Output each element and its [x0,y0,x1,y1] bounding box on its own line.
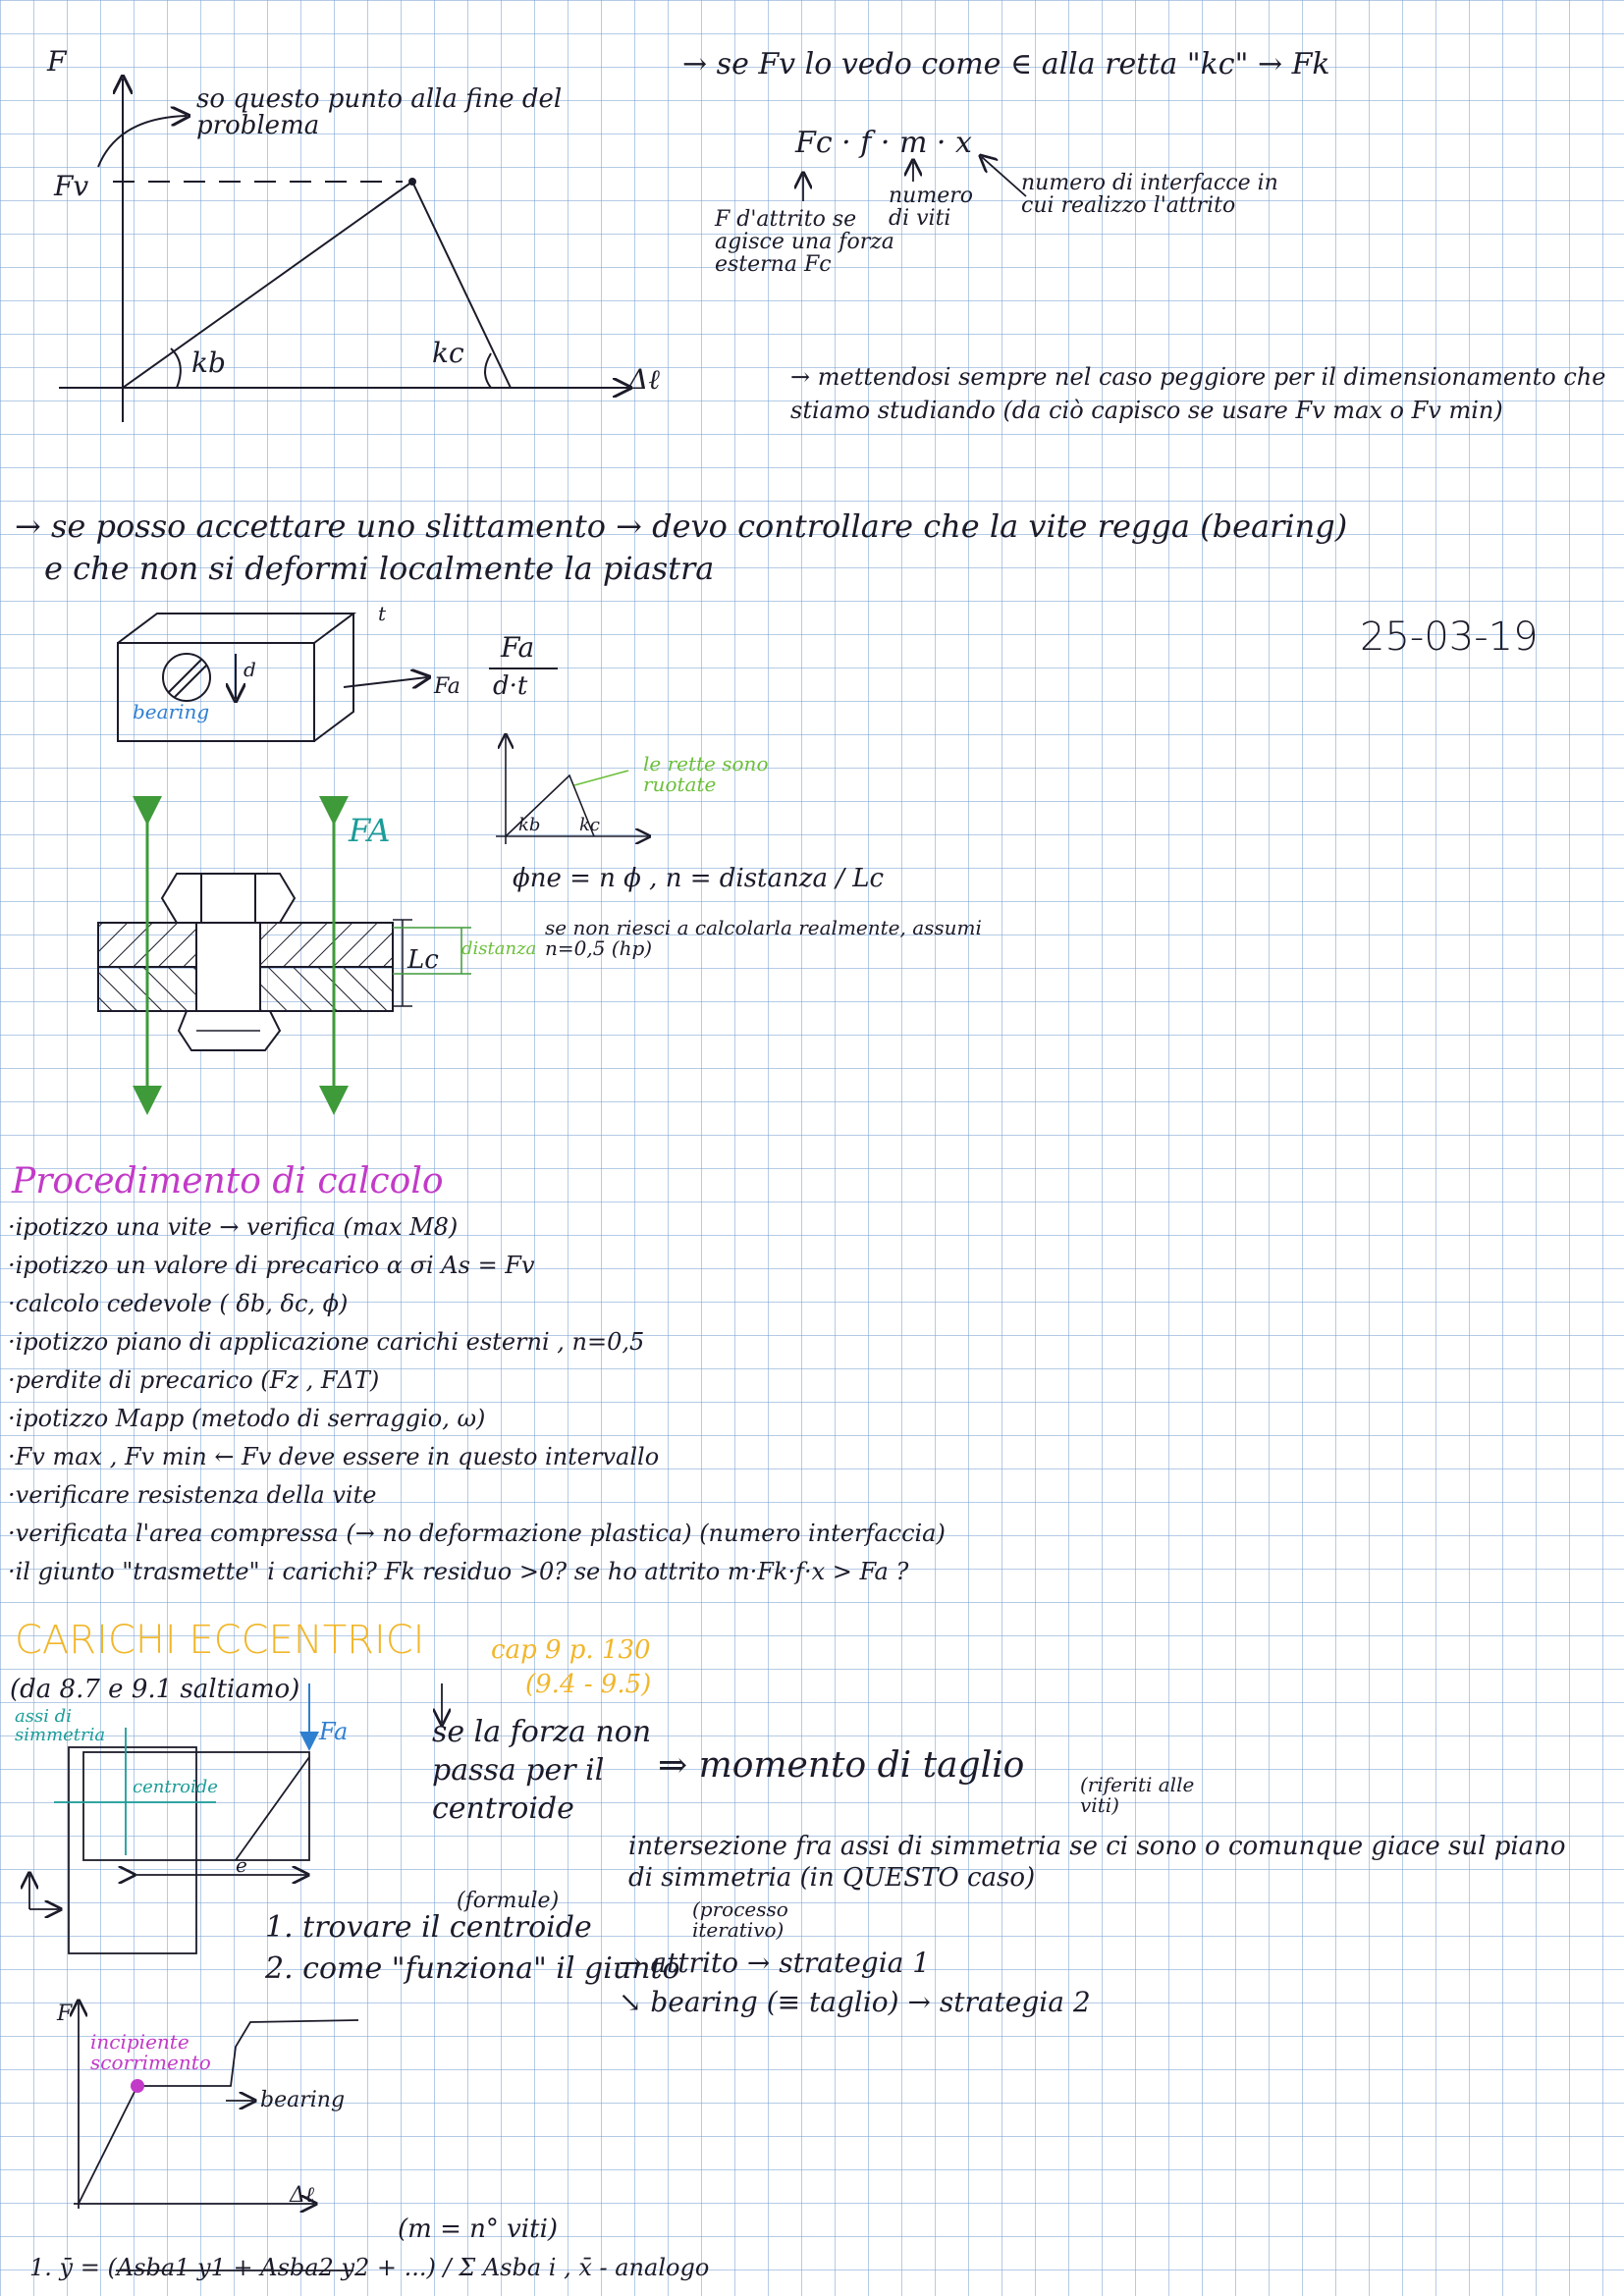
procedure-item: ·Fv max , Fv min ← Fv deve essere in questo intervallo [8,1443,660,1470]
graph2-bearing: bearing [260,2088,346,2112]
phi-formula: ϕne = n ϕ , n = distanza / Lc [513,864,885,893]
formula-label-x: numero di interfacce in cui realizzo l'attrito [1021,171,1278,219]
procedure-list [8,1215,946,1598]
ratio-bar [489,667,558,669]
small-graph-note: le rette sono ruotate [643,752,769,796]
ratio-numerator: Fa [501,631,535,664]
eccentric-force-note: se la forza non passa per il centroide [432,1715,652,1826]
procedure-item: ·il giunto "trasmette" i carichi? Fk residuo >0? se ho attrito m·Fk·f·x > Fa ? [8,1558,909,1585]
eccentric-step2: 2. come "funziona" il giunto [265,1951,680,1986]
right-note-worst-case: → mettendosi sempre nel caso peggiore per il dimensionamento che stiamo studiando (da ciò capisco se usare Fv max o Fv min) [790,363,1606,424]
bottom-m-note: (m = n° viti) [398,2215,559,2244]
slip-note-line1: → se posso accettare uno slittamento → devo controllare che la vite regga (bearing) [15,507,1348,545]
phi-hint: se non riesci a calcolarla realmente, assumi n=0,5 (hp) [545,916,982,960]
eccentric-centroide-label: centroide [133,1777,218,1797]
graph1-fv-label: Fv [54,170,89,202]
procedure-item: ·verificata l'area compressa (→ no deformazione plastica) (numero interfaccia) [8,1520,946,1547]
procedure-item: ·ipotizzo piano di applicazione carichi esterni , n=0,5 [8,1328,645,1356]
ratio-denominator: d·t [493,671,528,701]
plate-bearing-label: bearing [133,700,210,723]
plate-t-label: t [378,602,387,625]
small-graph-kb: kb [518,815,541,835]
eccentric-skip: (da 8.7 e 9.1 saltiamo) [10,1675,300,1704]
eccentric-riferiti: (riferiti alle viti) [1080,1773,1195,1817]
bolt-fa-label: FA [349,812,391,849]
procedure-item: ·ipotizzo una vite → verifica (max M8) [8,1213,459,1241]
bolt-lc-label: Lc [407,945,439,975]
friction-formula: Fc · f · m · x [795,126,972,160]
procedure-item: ·perdite di precarico (Fz , FΔT) [8,1366,380,1394]
procedure-item: ·calcolo cedevole ( δb, δc, ϕ) [8,1290,349,1317]
graph2-incipiente: incipiente scorrimento [90,2030,211,2074]
graph1-kc-label: kc [432,337,464,369]
plate-d-label: d [244,658,256,681]
eccentric-title: CARICHI ECCENTRICI [15,1618,425,1663]
eccentric-ref2: (9.4 - 9.5) [525,1670,652,1699]
eccentric-attrito: → attrito → strategia 1 [619,1947,931,1979]
graph2-axis-x: Δℓ [290,2183,315,2208]
eccentric-formule: (formule) [457,1889,560,1913]
plate-fa-label: Fa [434,674,460,699]
eccentric-step1: 1. trovare il centroide [265,1910,592,1945]
procedure-item: ·ipotizzo un valore di precarico α σi As = Fv [8,1252,535,1279]
procedure-title: Procedimento di calcolo [12,1161,444,1201]
formula-label-m: numero di viti [889,184,973,232]
right-note-line1: → se Fv lo vedo come ∈ alla retta "kc" → Fk [682,47,1330,81]
eccentric-processo: (processo iterativo) [692,1897,788,1942]
eccentric-intersezione: intersezione fra assi di simmetria se ci sono o comunque giace sul piano [628,1832,1566,1861]
procedure-item: ·verificare resistenza della vite [8,1481,377,1509]
eccentric-e-label: e [236,1853,247,1877]
small-graph-kc: kc [579,815,600,835]
eccentric-bearing: ↘ bearing (≡ taglio) → strategia 2 [619,1986,1091,2018]
eccentric-momento: ⇒ momento di taglio [658,1745,1025,1786]
eccentric-fa-label: Fa [319,1718,349,1745]
graph1-kb-label: kb [191,347,226,379]
eccentric-assi-label: assi di simmetria [15,1706,106,1745]
slip-note-line2: e che non si deformi localmente la piastra [44,550,715,587]
eccentric-simmetria: di simmetria (in QUESTO caso) [628,1863,1036,1893]
bolt-distanza-label: distanza [461,938,537,959]
graph1-axis-y: F [47,45,67,78]
formula-label-fc: F d'attrito se agisce una forza esterna Fc [715,207,894,278]
procedure-item: ·ipotizzo Mapp (metodo di serraggio, ω) [8,1405,486,1432]
date: 25-03-19 [1360,614,1539,660]
graph1-axis-x: Δℓ [628,363,660,396]
bottom-formula: 1. ȳ = (Asba1 y1 + Asba2 y2 + ...) / Σ Asba i , x̄ - analogo [29,2254,710,2281]
eccentric-ref: cap 9 p. 130 [491,1635,651,1665]
graph2-axis-y: F [57,2002,73,2026]
graph1-note: so questo punto alla fine del problema [196,84,563,141]
